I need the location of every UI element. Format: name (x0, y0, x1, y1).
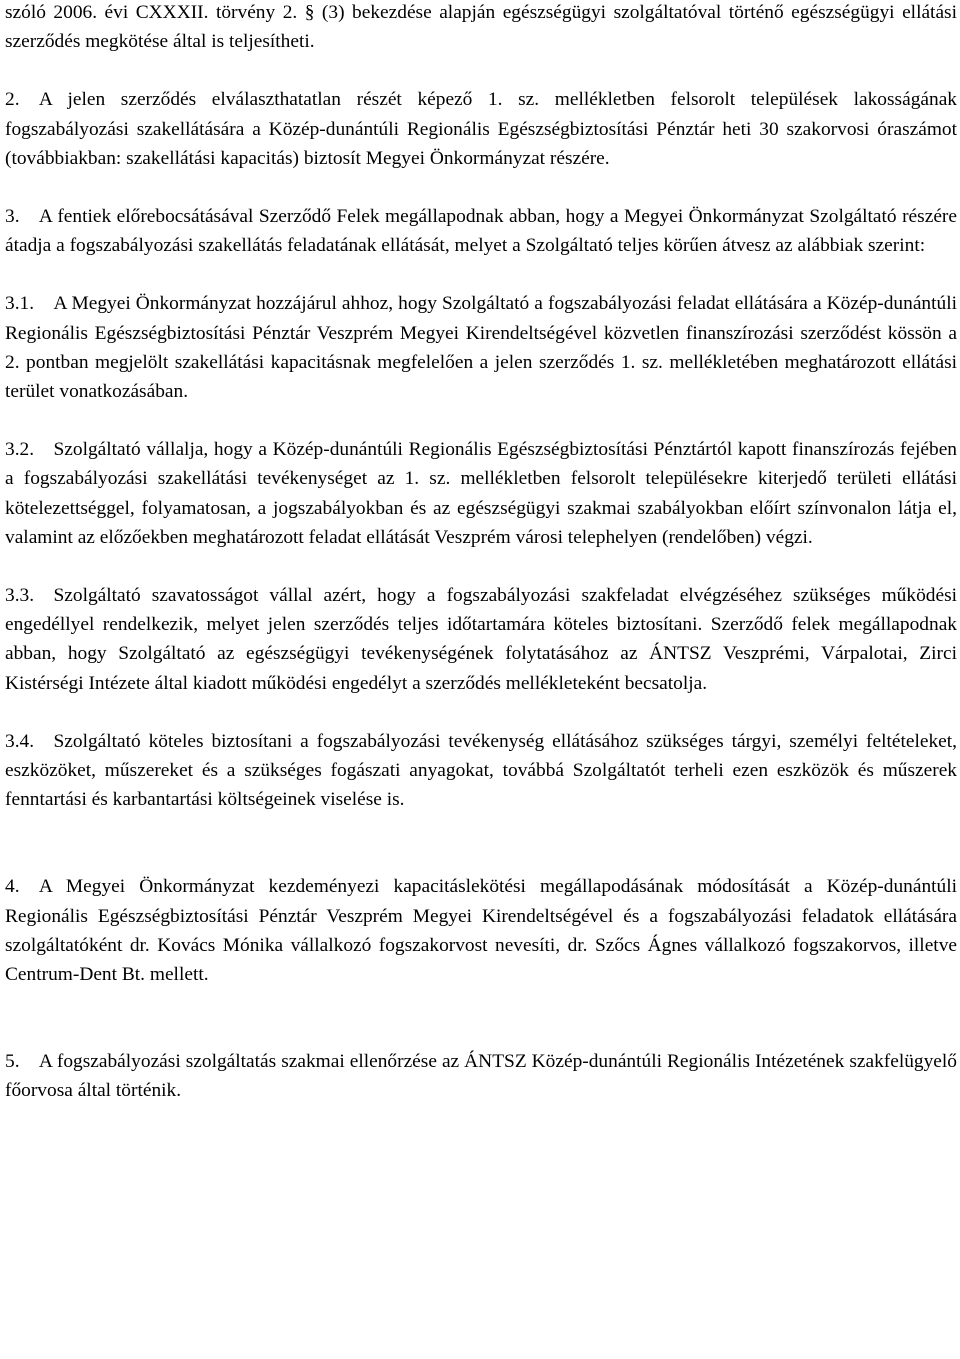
paragraph-spacer (5, 56, 957, 85)
paragraph-spacer (5, 552, 957, 581)
paragraph-intro: szóló 2006. évi CXXXII. törvény 2. § (3) bekezdése alapján egészségügyi szolgáltatóval történő egészségügyi ellátási szerződés megkötése által is teljesítheti. (5, 2, 957, 53)
paragraph-section-3: 3. A fentiek előrebocsátásával Szerződő Felek megállapodnak abban, hogy a Megyei Önkormányzat Szolgáltató részére átadja a fogszabályozási szakellátás feladatának ellátását, melyet a Szolgáltató teljes körűen átvesz az alábbiak szerint: (5, 206, 957, 257)
document-page (5, 0, 957, 1106)
paragraph-spacer (5, 814, 957, 872)
paragraph-section-3-4: 3.4. Szolgáltató köteles biztosítani a fogszabályozási tevékenység ellátásához szükséges tárgyi, személyi feltételeket, eszközöket, műszereket és a szükséges fogászati anyagokat, továbbá Szolgáltatót terheli ezen eszközök és műszerek fenntartási és karbantartási költségeinek viselése is. (5, 730, 957, 811)
paragraph-section-3-2: 3.2. Szolgáltató vállalja, hogy a Közép-dunántúli Regionális Egészségbiztosítási Pénztártól kapott finanszírozás fejében a fogszabályozási szakellátási tevékenységet az 1. sz. mellékletben felsorolt településekre kiterjedő területi ellátási kötelezettséggel, folyamatosan, a jogszabályokban és az egészségügyi szakmai szabályokban előírt színvonalon látja el, valamint az előzőekben meghatározott feladat ellátását Veszprém városi telephelyen (rendelőben) végzi. (5, 439, 957, 548)
paragraph-spacer (5, 260, 957, 289)
paragraph-section-3-1: 3.1. A Megyei Önkormányzat hozzájárul ahhoz, hogy Szolgáltató a fogszabályozási feladat ellátására a Közép-dunántúli Regionális Egészségbiztosítási Pénztár Veszprém Megyei Kirendeltségével közvetlen finanszírozási szerződést kössön a 2. pontban megjelölt szakellátási kapacitásnak megfelelően a jelen szerződés 1. sz. mellékletében meghatározott ellátási terület vonatkozásában. (5, 293, 957, 403)
paragraph-section-2: 2. A jelen szerződés elválaszthatatlan részét képező 1. sz. mellékletben felsorolt települések lakosságának fogszabályozási szakellátására a Közép-dunántúli Regionális Egészségbiztosítási Pénztár heti 30 szakorvosi óraszámot (továbbiakban: szakellátási kapacitás) biztosít Megyei Önkormányzat részére. (5, 89, 957, 169)
paragraph-section-4: 4. A Megyei Önkormányzat kezdeményezi kapacitáslekötési megállapodásának módosítását a Közép-dunántúli Regionális Egészségbiztosítási Pénztár Veszprém Megyei Kirendeltségével és a fogszabályozási feladatok ellátására szolgáltatóként dr. Kovács Mónika vállalkozó fogszakorvost nevesíti, dr. Szőcs Ágnes vállalkozó fogszakorvos, illetve Centrum-Dent Bt. mellett. (5, 876, 957, 986)
paragraph-section-5: 5. A fogszabályozási szolgáltatás szakmai ellenőrzése az ÁNTSZ Közép-dunántúli Regionális Intézetének szakfelügyelő főorvosa által történik. (5, 1051, 957, 1102)
paragraph-spacer (5, 173, 957, 202)
paragraph-spacer (5, 989, 957, 1047)
paragraph-spacer (5, 406, 957, 435)
paragraph-section-3-3: 3.3. Szolgáltató szavatosságot vállal azért, hogy a fogszabályozási szakfeladat elvégzéséhez szükséges működési engedéllyel rendelkezik, melyet jelen szerződés teljes időtartamára köteles biztosítani. Szerződő felek megállapodnak abban, hogy Szolgáltató az egészségügyi tevékenységének folytatásához az ÁNTSZ Veszprémi, Várpalotai, Zirci Kistérségi Intézete által kiadott működési engedélyt a szerződés mellékleteként becsatolja. (5, 585, 957, 694)
paragraph-spacer (5, 698, 957, 727)
